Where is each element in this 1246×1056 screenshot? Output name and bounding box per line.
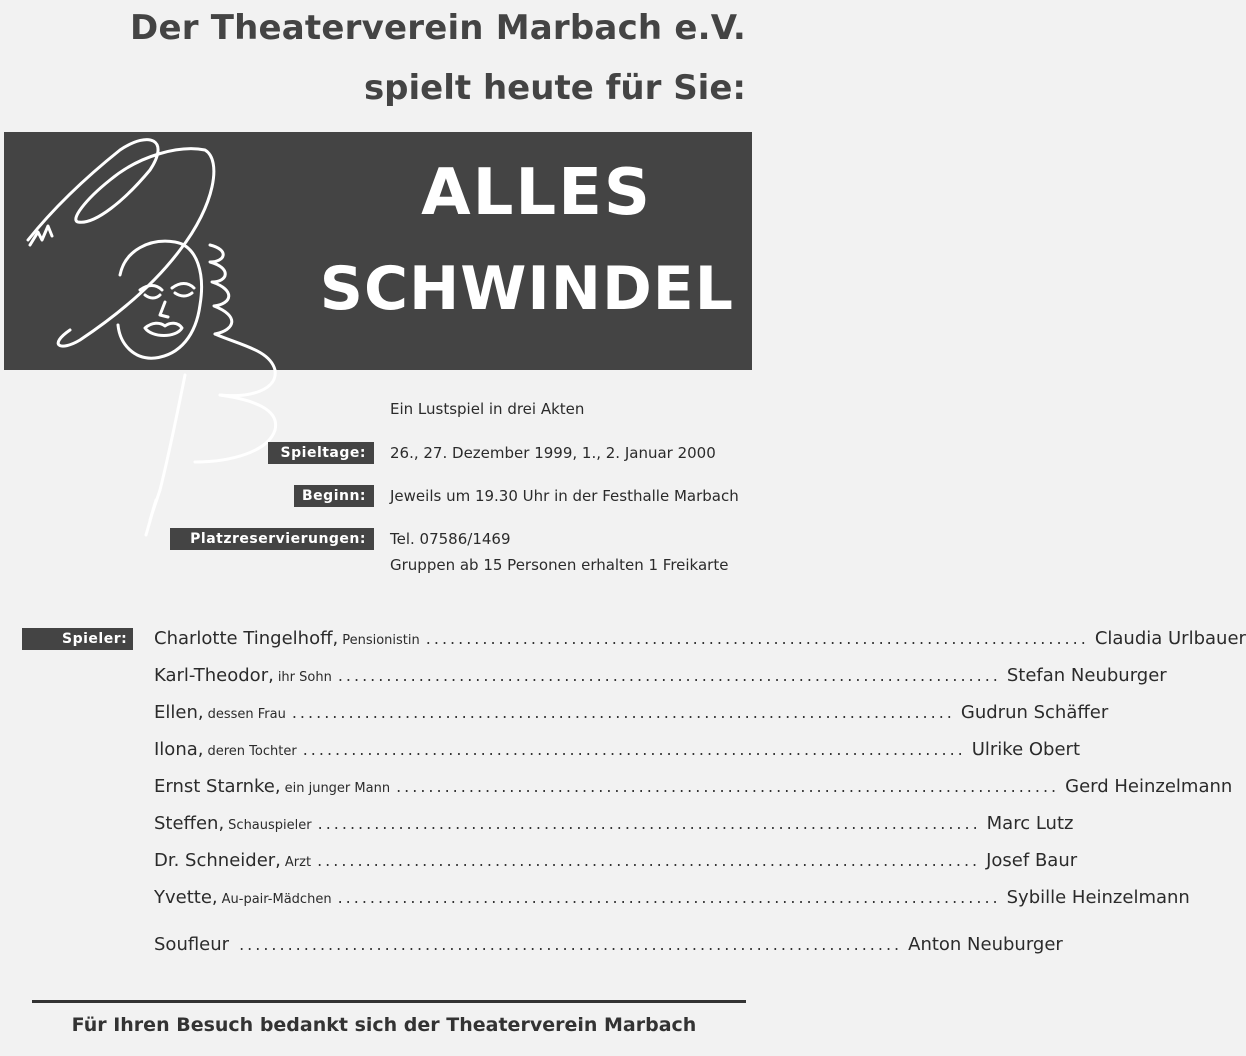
header-line-1: Der Theaterverein Marbach e.V. <box>130 8 746 48</box>
cast-role-description: Schauspieler <box>228 818 312 833</box>
cast-row <box>154 739 1081 767</box>
cast-role-description: dessen Frau <box>207 707 286 722</box>
beginn-label: Beginn: <box>294 485 374 507</box>
cast-role-description: Pensionistin <box>342 633 420 648</box>
cast-role: Ellen, <box>154 702 204 723</box>
platzreservierungen-label: Platzreservierungen: <box>170 528 374 550</box>
cast-actor: Gerd Heinzelmann <box>1065 776 1233 797</box>
cast-row <box>154 813 1074 841</box>
cast-role: Ilona, <box>154 739 204 760</box>
footer-divider <box>32 1000 746 1003</box>
cast-actor: Sybille Heinzelmann <box>1006 887 1190 908</box>
play-title-line-1: ALLES <box>421 156 652 230</box>
dot-leader: .................................................................................. <box>337 666 1001 685</box>
dot-leader: .................................................................................. <box>291 703 955 722</box>
cast-role: Yvette, <box>154 887 218 908</box>
cast-row <box>154 702 1109 730</box>
cast-row <box>154 887 1190 915</box>
lady-with-hat-illustration <box>0 0 320 560</box>
cast-actor: Josef Baur <box>986 850 1078 871</box>
spieltage-value: 26., 27. Dezember 1999, 1., 2. Januar 2000 <box>390 444 716 462</box>
platzreservierungen-phone: Tel. 07586/1469 <box>390 530 511 548</box>
header-line-2: spielt heute für Sie: <box>363 68 746 108</box>
spieltage-label: Spieltage: <box>268 442 374 464</box>
dot-leader: .................................................................................. <box>396 777 1060 796</box>
cast-role-description: ein junger Mann <box>284 781 391 796</box>
cast-role: Karl-Theodor, <box>154 665 274 686</box>
dot-leader: .................................................................................. <box>317 851 981 870</box>
cast-row <box>154 934 1063 962</box>
cast-row <box>154 776 1233 804</box>
cast-role-description: deren Tochter <box>207 744 297 759</box>
cast-actor: Claudia Urlbauer <box>1094 628 1246 649</box>
cast-label: Spieler: <box>22 628 133 650</box>
cast-role-description: Arzt <box>284 855 312 870</box>
cast-role: Charlotte Tingelhoff, <box>154 628 339 649</box>
cast-role-description: Au-pair-Mädchen <box>221 892 332 907</box>
dot-leader: .................................................................................. <box>337 888 1001 907</box>
cast-actor: Marc Lutz <box>986 813 1074 834</box>
dot-leader: .................................................................................. <box>239 935 903 954</box>
cast-role: Dr. Schneider, <box>154 850 281 871</box>
cast-role-description: ihr Sohn <box>277 670 332 685</box>
footer-thanks: Für Ihren Besuch bedankt sich der Theaterverein Marbach <box>71 1014 697 1036</box>
cast-role: Soufleur <box>154 934 230 955</box>
dot-leader: .................................................................................. <box>302 740 966 759</box>
cast-role: Steffen, <box>154 813 225 834</box>
cast-actor: Anton Neuburger <box>908 934 1063 955</box>
beginn-value: Jeweils um 19.30 Uhr in der Festhalle Marbach <box>390 487 739 505</box>
cast-actor: Gudrun Schäffer <box>960 702 1109 723</box>
cast-row <box>154 665 1167 693</box>
dot-leader: .................................................................................. <box>425 629 1089 648</box>
platzreservierungen-note: Gruppen ab 15 Personen erhalten 1 Freikarte <box>390 556 729 574</box>
cast-role: Ernst Starnke, <box>154 776 281 797</box>
cast-actor: Stefan Neuburger <box>1006 665 1167 686</box>
cast-row <box>154 628 1246 656</box>
play-subtitle: Ein Lustspiel in drei Akten <box>390 400 585 418</box>
dot-leader: .................................................................................. <box>317 814 981 833</box>
cast-row <box>154 850 1078 878</box>
cast-actor: Ulrike Obert <box>971 739 1081 760</box>
play-title-line-2: SCHWINDEL <box>319 254 734 324</box>
